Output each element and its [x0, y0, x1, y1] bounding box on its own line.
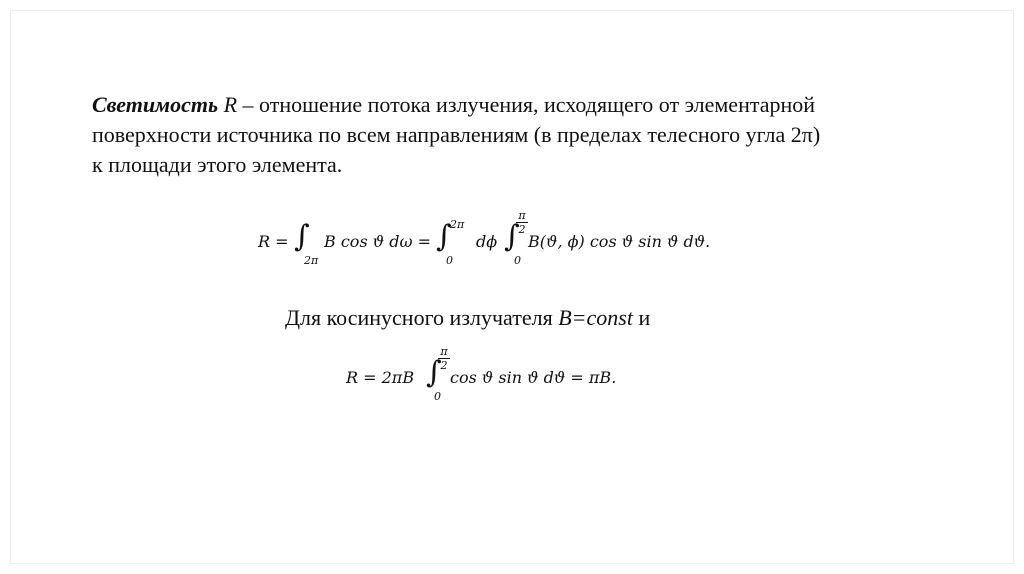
- eq1-int1-lower: 2π: [304, 254, 319, 267]
- eq1-term3: B(ϑ, ϕ) cos ϑ sin ϑ dϑ.: [528, 232, 711, 251]
- equation-2: [346, 345, 666, 408]
- eq1-int2-lower: 0: [446, 254, 453, 267]
- eq1-int3-lower: 0: [514, 254, 521, 267]
- definition-paragraph: [92, 90, 962, 180]
- eq2-term: cos ϑ sin ϑ dϑ = πB.: [450, 368, 617, 387]
- definition-line3: к площади этого элемента.: [92, 152, 343, 177]
- symbol-r: R: [223, 92, 238, 117]
- eq1-int3-den: 2: [518, 223, 526, 236]
- eq2-den: 2: [440, 359, 448, 372]
- eq1-integral-1: ∫: [294, 219, 310, 254]
- eq2-upper-fraction: [438, 346, 450, 371]
- eq1-term2: dϕ: [476, 232, 498, 251]
- cosine-emitter-prefix: Для косинусного излучателя: [285, 305, 559, 330]
- term-luminosity: Светимость: [92, 92, 219, 117]
- eq1-int2-upper: 2π: [450, 218, 465, 231]
- eq2-lower: 0: [434, 390, 441, 403]
- eq1-int3-upper-fraction: [516, 210, 528, 235]
- eq2-num: π: [440, 345, 448, 358]
- eq1-integral-3: ∫: [504, 219, 520, 254]
- eq2-lhs: R = 2πB: [346, 368, 415, 387]
- cosine-emitter-line: [285, 305, 650, 331]
- eq1-int3-num: π: [518, 209, 526, 222]
- eq1-integral-2: ∫: [436, 219, 452, 254]
- cosine-emitter-formula: B=const: [558, 305, 633, 330]
- eq2-integral: ∫: [426, 355, 442, 390]
- definition-line1: – отношение потока излучения, исходящего от элементарной: [237, 92, 816, 117]
- eq1-term1: B cos ϑ dω =: [324, 232, 432, 251]
- cosine-emitter-suffix: и: [632, 305, 651, 330]
- definition-line2: поверхности источника по всем направлениям (в пределах телесного угла 2π): [92, 122, 821, 147]
- equation-1: [258, 209, 728, 272]
- eq1-lhs: R =: [258, 232, 289, 251]
